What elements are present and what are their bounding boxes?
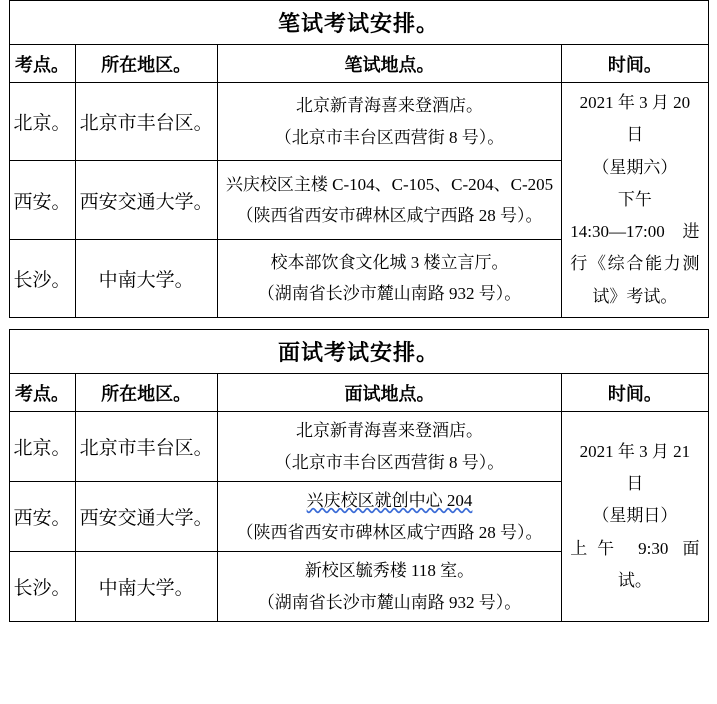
time-detail-1: 14:30—17:00 进 <box>570 222 700 242</box>
column-header-time: 时间。 <box>562 45 708 83</box>
cell-site: 长沙。 <box>9 552 75 622</box>
cell-venue <box>217 412 561 482</box>
cell-site: 西安。 <box>9 482 75 552</box>
column-header-venue: 面试地点。 <box>217 374 561 412</box>
cell-region: 中南大学。 <box>75 239 217 317</box>
interview-schedule-table <box>9 329 709 622</box>
table-title-row <box>9 330 708 374</box>
time-weekday: （星期日） <box>592 506 678 526</box>
venue-address: （湖南省长沙市麓山南路 932 号）。 <box>257 592 522 612</box>
venue-name: 兴庆校区主楼 C-104、C-105、C-204、C-205 <box>225 174 554 194</box>
cell-venue <box>217 161 561 239</box>
column-header-site: 考点。 <box>9 45 75 83</box>
cell-region: 西安交通大学。 <box>75 482 217 552</box>
cell-venue <box>217 83 561 161</box>
interview-title: 面试考试安排。 <box>9 330 708 374</box>
cell-site: 北京。 <box>9 412 75 482</box>
column-header-site: 考点。 <box>9 374 75 412</box>
time-date: 2021 年 3 月 20 日 <box>579 93 691 145</box>
cell-region: 北京市丰台区。 <box>75 412 217 482</box>
column-header-region: 所在地区。 <box>75 374 217 412</box>
cell-region: 西安交通大学。 <box>75 161 217 239</box>
time-detail-2: 试。 <box>617 571 652 591</box>
cell-region: 北京市丰台区。 <box>75 83 217 161</box>
table-row <box>9 83 708 161</box>
cell-time <box>562 83 708 318</box>
written-exam-schedule-table <box>9 0 709 318</box>
time-date: 2021 年 3 月 21 日 <box>579 441 691 494</box>
venue-name: 北京新青海喜来登酒店。 <box>296 421 483 441</box>
venue-address: （北京市丰台区西营街 8 号）。 <box>274 452 505 472</box>
venue-address: （陕西省西安市碑林区咸宁西路 28 号）。 <box>236 522 543 542</box>
cell-time <box>562 412 708 622</box>
table-header-row <box>9 45 708 83</box>
venue-name <box>224 488 555 514</box>
column-header-region: 所在地区。 <box>75 45 217 83</box>
written-exam-title: 笔试考试安排。 <box>9 1 708 45</box>
table-row <box>9 412 708 482</box>
table-title-row <box>9 1 708 45</box>
time-weekday: （星期六） <box>592 157 678 177</box>
table-gap-divider <box>0 318 717 329</box>
venue-address: （湖南省长沙市麓山南路 932 号）。 <box>257 284 522 304</box>
time-period: 下午 <box>617 189 652 209</box>
table-header-row <box>9 374 708 412</box>
venue-name: 北京新青海喜来登酒店。 <box>296 96 483 116</box>
cell-site: 西安。 <box>9 161 75 239</box>
cell-site: 北京。 <box>9 83 75 161</box>
column-header-venue: 笔试地点。 <box>217 45 561 83</box>
cell-site: 长沙。 <box>9 239 75 317</box>
cell-region: 中南大学。 <box>75 552 217 622</box>
cell-venue <box>217 552 561 622</box>
time-detail-3: 试》考试。 <box>592 286 678 306</box>
cell-venue <box>217 239 561 317</box>
column-header-time: 时间。 <box>562 374 708 412</box>
time-detail-2: 行《综合能力测 <box>570 254 700 274</box>
cell-venue <box>217 482 561 552</box>
time-detail-1: 上午 9:30 面 <box>570 538 700 558</box>
venue-address: （陕西省西安市碑林区咸宁西路 28 号）。 <box>236 206 543 226</box>
venue-address: （北京市丰台区西营街 8 号）。 <box>274 127 505 147</box>
venue-name: 校本部饮食文化城 3 楼立言厅。 <box>270 252 509 272</box>
venue-name: 新校区毓秀楼 118 室。 <box>304 561 475 581</box>
venue-name-text: 兴庆校区就创中心 204 <box>306 491 473 511</box>
